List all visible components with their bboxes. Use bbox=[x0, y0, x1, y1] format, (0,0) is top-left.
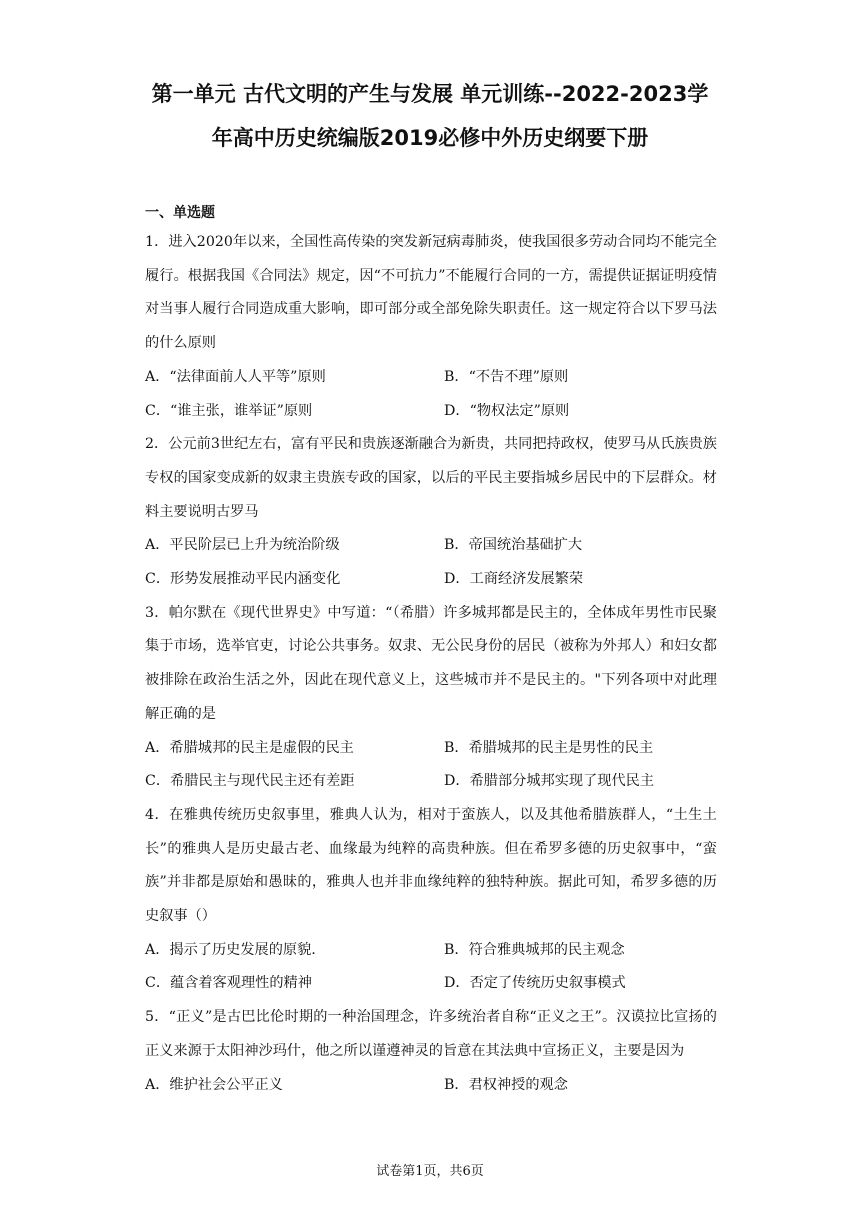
title-line-1: 第一单元 古代文明的产生与发展 单元训练--2022-2023学 bbox=[151, 82, 709, 106]
option-b: B．符合雅典城邦的民主观念 bbox=[444, 941, 625, 958]
option-a: A．平民阶层已上升为统治阶级 bbox=[145, 537, 340, 554]
question-5 bbox=[145, 1001, 717, 1102]
question-stem: 2．公元前3世纪左右，富有平民和贵族逐渐融合为新贵，共同把持政权，使罗马从氏族贵族专权的国家变成新的奴隶主贵族专政的国家，以后的平民主要指城乡居民中的下层群众。材料主要说明古罗马 bbox=[145, 436, 717, 520]
question-3 bbox=[145, 597, 717, 799]
question-stem: 5．“正义”是古巴比伦时期的一种治国理念，许多统治者自称“正义之王”。汉谟拉比宣扬的正义来源于太阳神沙玛什，他之所以谨遵神灵的旨意在其法典中宣扬正义，主要是因为 bbox=[145, 1009, 717, 1059]
title-line-2: 年高中历史统编版2019必修中外历史纲要下册 bbox=[211, 126, 649, 150]
option-d: D．否定了传统历史叙事模式 bbox=[444, 975, 626, 992]
option-b: B．君权神授的观念 bbox=[444, 1076, 568, 1093]
option-d: D．工商经济发展繁荣 bbox=[444, 571, 584, 588]
option-b: B．“不告不理”原则 bbox=[444, 368, 569, 385]
options bbox=[145, 732, 717, 799]
option-c: C．形势发展推动平民内涵变化 bbox=[145, 571, 341, 588]
question-stem: 1．进入2020年以来，全国性高传染的突发新冠病毒肺炎，使我国很多劳动合同均不能完全履行。根据我国《合同法》规定，因“不可抗力”不能履行合同的一方，需提供证据证明疫情对当事人履行合同造成重大影响，即可部分或全部免除失职责任。这一规定符合以下罗马法的什么原则 bbox=[145, 234, 717, 352]
option-a: A．揭示了历史发展的原貌. bbox=[145, 941, 316, 958]
option-a: A．维护社会公平正义 bbox=[145, 1076, 283, 1093]
question-2 bbox=[145, 428, 717, 597]
document-title bbox=[130, 72, 730, 160]
option-d: D．希腊部分城邦实现了现代民主 bbox=[444, 773, 655, 790]
option-c: C．希腊民主与现代民主还有差距 bbox=[145, 773, 355, 790]
options bbox=[145, 934, 717, 1001]
option-c: C．“谁主张，谁举证”原则 bbox=[145, 402, 313, 419]
question-stem: 3．帕尔默在《现代世界史》中写道：“（希腊）许多城邦都是民主的，全体成年男性市民聚集于市场，选举官吏，讨论公共事务。奴隶、无公民身份的居民（被称为外邦人）和妇女都被排除在政治生活之外，因此在现代意义上，这些城市并不是民主的。"下列各项中对此理解正确的是 bbox=[145, 604, 717, 722]
section-heading: 一、单选题 bbox=[145, 205, 215, 221]
option-a: A．“法律面前人人平等”原则 bbox=[145, 368, 326, 385]
question-list bbox=[145, 226, 717, 1102]
question-stem: 4．在雅典传统历史叙事里，雅典人认为，相对于蛮族人，以及其他希腊族群人，“土生土长”的雅典人是历史最古老、血缘最为纯粹的高贵种族。但在希罗多德的历史叙事中，“蛮族”并非都是原始和愚昧的，雅典人也并非血缘纯粹的独特种族。据此可知，希罗多德的历史叙事（） bbox=[145, 806, 717, 925]
question-4 bbox=[145, 799, 717, 1001]
option-b: B．帝国统治基础扩大 bbox=[444, 537, 583, 554]
option-d: D．“物权法定”原则 bbox=[444, 402, 570, 419]
question-1 bbox=[145, 226, 717, 428]
options bbox=[145, 529, 717, 596]
option-b: B．希腊城邦的民主是男性的民主 bbox=[444, 739, 654, 756]
option-c: C．蕴含着客观理性的精神 bbox=[145, 975, 312, 992]
options bbox=[145, 361, 717, 428]
options bbox=[145, 1069, 717, 1103]
page-footer: 试卷第1页，共6页 bbox=[376, 1164, 484, 1179]
option-a: A．希腊城邦的民主是虚假的民主 bbox=[145, 739, 354, 756]
